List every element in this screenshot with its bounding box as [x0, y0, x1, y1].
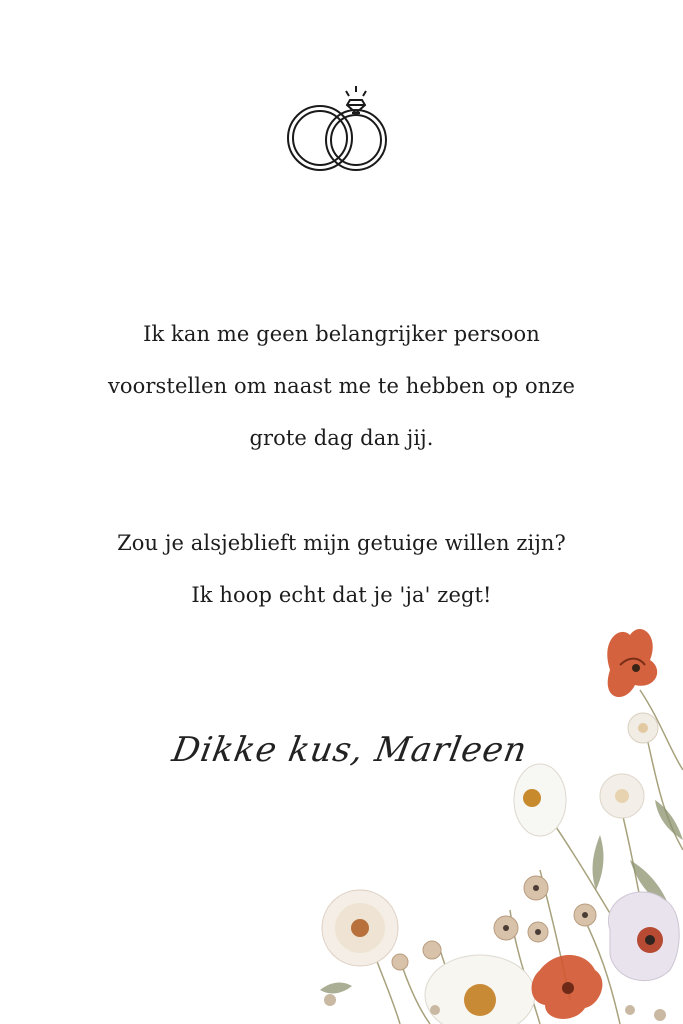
message-line: Zou je alsjeblieft mijn getuige willen zijn?: [117, 531, 566, 555]
handwritten-signature: Dikke kus, Marleen: [169, 730, 531, 770]
message-paragraph-1: [60, 308, 623, 464]
message-line: voorstellen om naast me te hebben op onze: [107, 374, 576, 398]
message-line: Ik hoop echt dat je 'ja' zegt!: [191, 583, 492, 607]
message-line: Ik kan me geen belangrijker persoon: [143, 322, 540, 346]
message-line: grote dag dan jij.: [249, 426, 434, 450]
wedding-rings-icon: [284, 82, 392, 176]
wildflower-bouquet: [300, 610, 683, 1024]
message-paragraph-2: [60, 517, 623, 621]
